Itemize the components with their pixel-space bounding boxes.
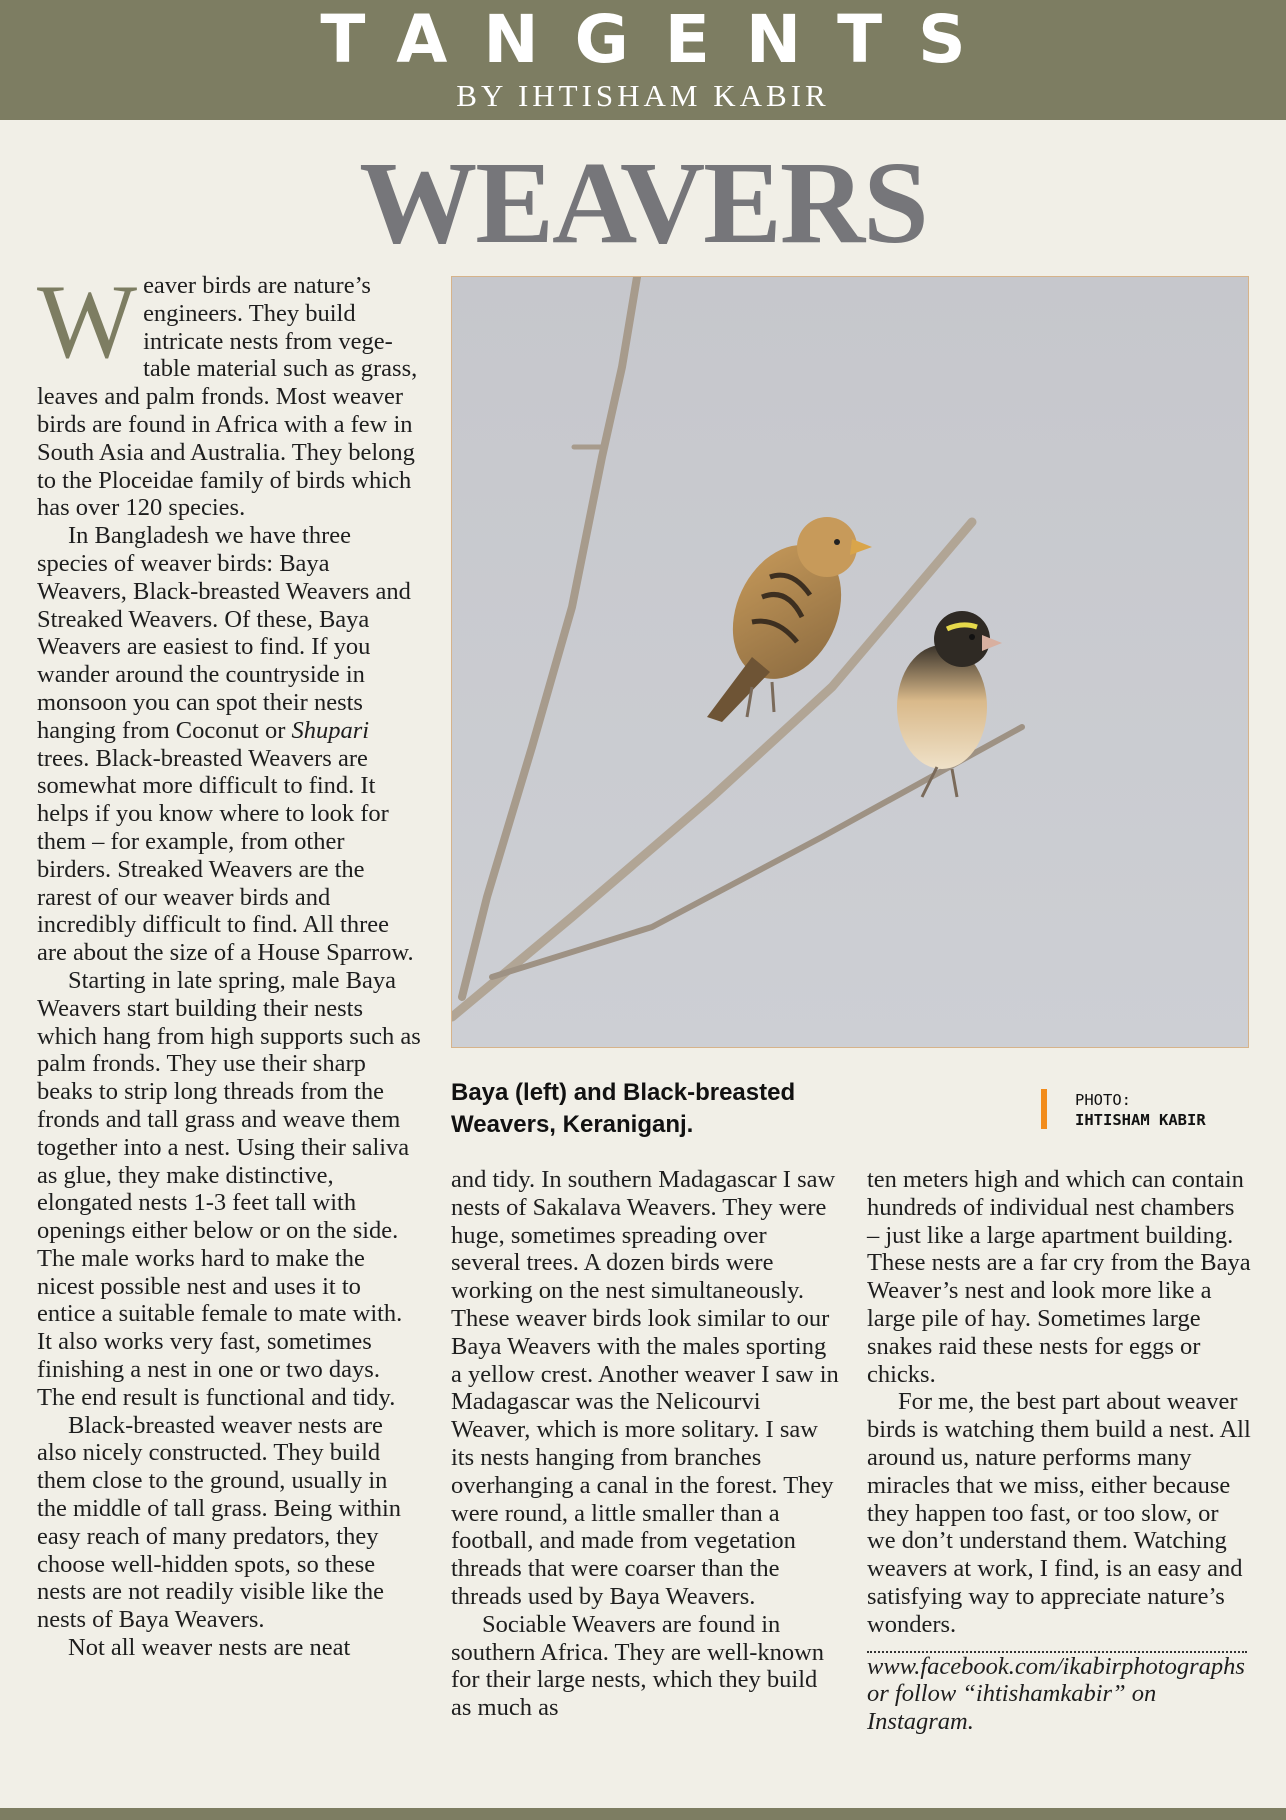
photo-credit <box>1075 1090 1206 1130</box>
credit-accent-bar <box>1041 1089 1047 1129</box>
paragraph: Not all weaver nests are neat <box>68 1634 351 1662</box>
paragraph-text: eaver birds are nature’s engineers. They build intricate nests from vege-table material such as grass, leaves and palm fronds. Most weaver birds are found in Africa with a few in South Asia and Australia. They belong to the Ploceidae family of birds which has over 120 species. <box>37 272 418 522</box>
social-link[interactable]: www.facebook.com/ikabirphotographs or follow “ihtishamkabir” on Instagram. <box>867 1652 1245 1736</box>
credit-label: PHOTO: <box>1075 1091 1131 1109</box>
dropcap: W <box>37 263 138 380</box>
bottom-band <box>0 1808 1286 1820</box>
masthead <box>0 0 1286 120</box>
paragraph-text: trees. Black-breasted Weavers are somewhat more difficult to find. It helps if you know where to look for them – for example, from other birders. Streaked Weavers are the rarest of our weaver birds and incredibly difficult to find. All three are about the size of a House Sparrow. <box>37 744 414 967</box>
article-column-2 <box>451 1166 841 1722</box>
paragraph-text: In Bangladesh we have three species of weaver birds: Baya Weavers, Black-breasted Weavers and Streaked Weavers. Of these, Baya Weavers are easiest to find. If you wander around the countryside in monsoon you can spot their nests hanging from Coconut or <box>37 522 411 744</box>
emphasis: Shupari <box>291 716 370 744</box>
paragraph: Black-breasted weaver nests are also nicely constructed. They build them close to the ground, usually in the middle of tall grass. Being within easy reach of many predators, they choose well-hidden spots, so these nests are not readily visible like the nests of Baya Weavers. <box>37 1411 402 1634</box>
article-photo <box>451 276 1249 1048</box>
weavers-illustration <box>452 277 1249 1048</box>
article-column-1 <box>37 263 422 1662</box>
paragraph: and tidy. In southern Madagascar I saw nests of Sakalava Weavers. They were huge, sometimes spreading over several trees. A dozen birds were working on the nest simultaneously. These weaver birds look similar to our Baya Weavers with the males sporting a yellow crest. Another weaver I saw in Madagascar was the Nelicourvi Weaver, which is more solitary. I saw its nests hanging from branches overhanging a canal in the forest. They were round, a little smaller than a football, and made from vegetation threads that were coarser than the threads used by Baya Weavers. <box>451 1166 839 1610</box>
photo-caption: Baya (left) and Black-breasted Weavers, Keraniganj. <box>451 1079 796 1138</box>
paragraph: ten meters high and which can contain hundreds of individual nest chambers – just like a large apartment building. These nests are a far cry from the Baya Weaver’s nest and look more like a large pile of hay. Sometimes large snakes raid these nests for eggs or chicks. <box>867 1166 1251 1388</box>
paragraph <box>37 522 422 967</box>
credit-name: IHTISHAM KABIR <box>1075 1111 1206 1129</box>
paragraph: Sociable Weavers are found in southern Africa. They are well-known for their large nests, which they build as much as <box>451 1610 825 1722</box>
paragraph: For me, the best part about weaver birds is watching them build a nest. All around us, nature performs many miracles that we miss, either because they happen too fast, or too slow, or we don’t understand them. Watching weavers at work, I find, is an easy and satisfying way to appreciate nature’s wonders. <box>867 1388 1251 1638</box>
paragraph: Starting in late spring, male Baya Weavers start building their nests which hang from high supports such as palm fronds. They use their sharp beaks to strip long threads from the fronds and tall grass and weave them together into a nest. Using their saliva as glue, they make distinctive, elongated nests 1-3 feet tall with openings either below or on the side. The male works hard to make the nicest possible nest and uses it to entice a suitable female to mate with. It also works very fast, sometimes finishing a nest in one or two days. The end result is functional and tidy. <box>37 966 421 1411</box>
article-column-3 <box>867 1166 1252 1736</box>
paragraph <box>37 263 422 522</box>
article-headline: WEAVERS <box>359 137 927 268</box>
brand-title: TANGENTS <box>320 1 1002 78</box>
byline: BY IHTISHAM KABIR <box>456 78 830 113</box>
